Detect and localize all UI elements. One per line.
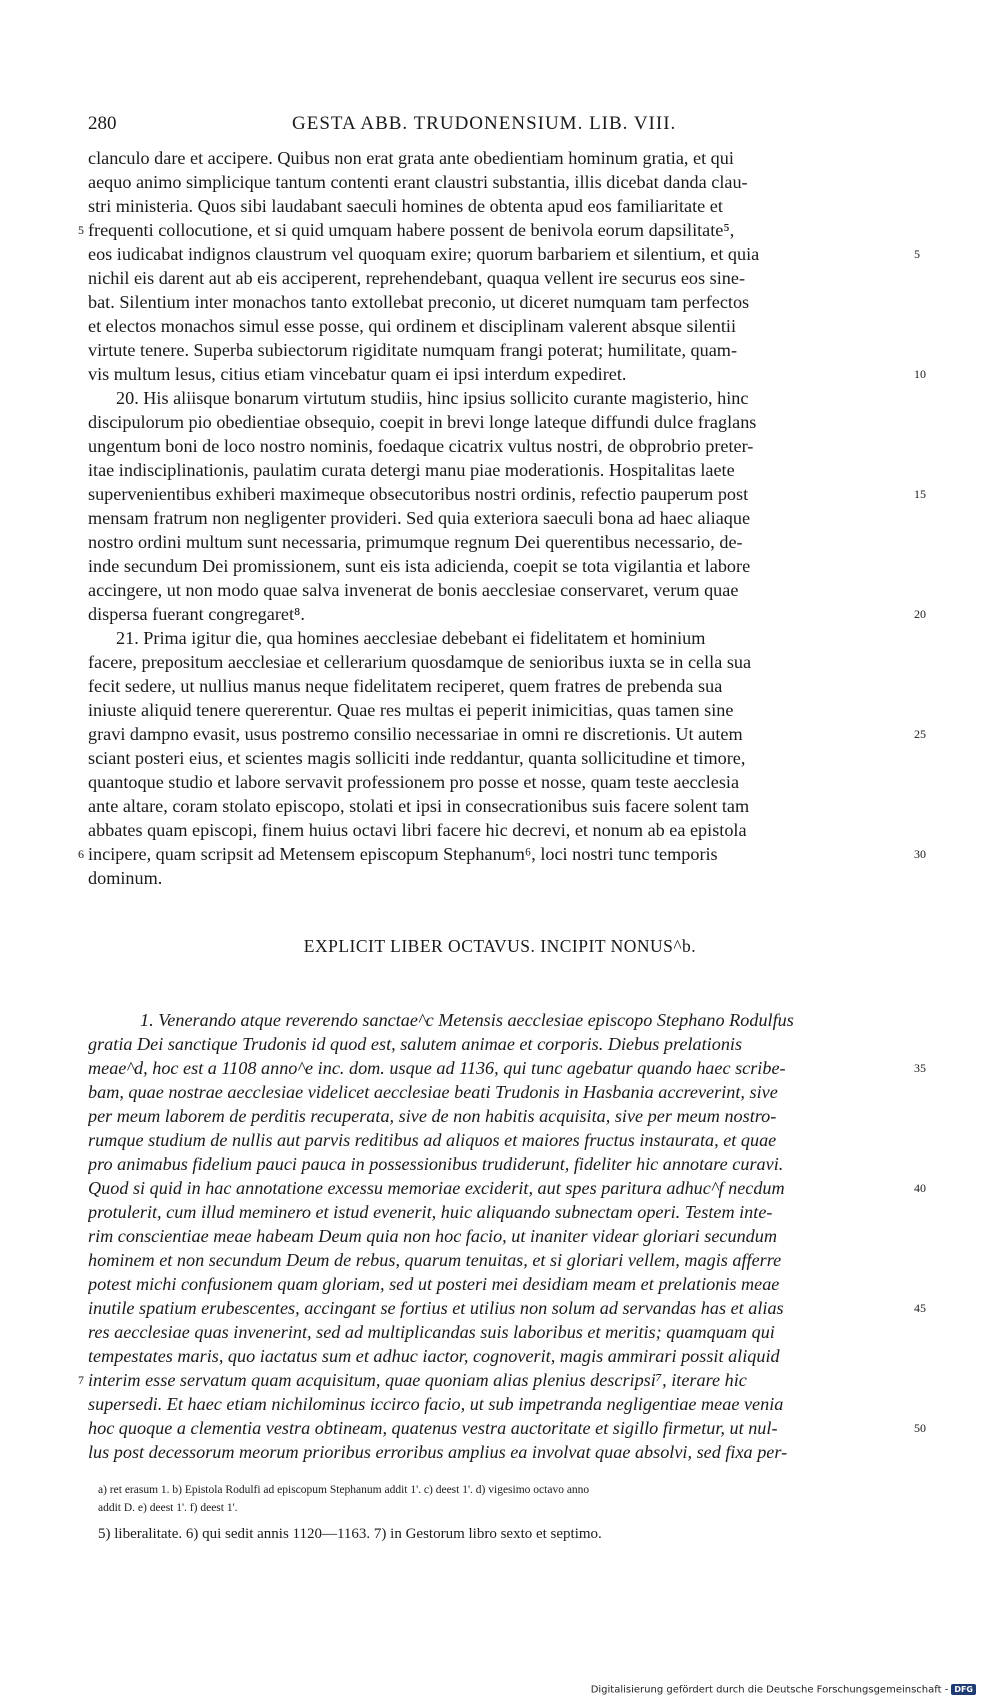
italic-text-line: gratia Dei sanctique Trudonis id quod est, salutem animae et corporis. Diebus prelationis — [88, 1034, 743, 1054]
running-title: GESTA ABB. TRUDONENSIUM. LIB. VIII. — [292, 113, 677, 134]
text-line: bat. Silentium inter monachos tanto extollebat preconio, ut diceret numquam tam perfectos — [88, 292, 750, 312]
text-line: frequenti collocutione, et si quid umquam habere possent de benivola eorum dapsilitate⁵, — [88, 220, 735, 240]
text-line: ante altare, coram stolato episcopo, stolati et ipsi in consecrationibus suis facere solent tam — [88, 796, 750, 816]
text-line: dispersa fuerant congregaret⁸. — [88, 604, 305, 624]
text-line: sciant posteri eius, et scientes magis solliciti inde reddantur, quanta sollicitudine et timore, — [88, 748, 746, 768]
margin-line-number: 40 — [914, 1181, 926, 1195]
text-line: et electos monachos simul esse posse, qui ordinem et disciplinam valerent absque silentii — [88, 316, 737, 336]
text-line: mensam fratrum non negligenter provideri. Sed quia exteriora saeculi bona ad haec aliaque — [88, 508, 751, 528]
italic-text-line: pro animabus fidelium pauci pauca in possessionibus trudiderunt, fideliter hic annotare curavi. — [88, 1154, 784, 1174]
text-line: inde secundum Dei promissionem, sunt eis ista adicienda, coepit se tota vigilantia et labore — [88, 556, 751, 576]
footnote-numeric: 5) liberalitate. 6) qui sedit annis 1120—1163. 7) in Gestorum libro sexto et septimo. — [98, 1526, 602, 1542]
footnote-line: a) ret erasum 1. b) Epistola Rodulfi ad episcopum Stephanum addit 1'. c) deest 1'. d) vigesimo octavo anno — [98, 1484, 590, 1496]
digitization-credit — [591, 1684, 976, 1696]
text-line: vis multum lesus, citius etiam vincebatur quam ei ipsi interdum expediret. — [88, 364, 627, 384]
text-line: virtute tenere. Superba subiectorum rigiditate numquam frangi poterat; humilitate, quam- — [88, 340, 737, 360]
text-line: ungentum boni de loco nostro nominis, foedaque cicatrix vultus nostri, de obprobrio preter- — [88, 436, 754, 456]
margin-note-ref: 7 — [78, 1373, 84, 1387]
credit-text: Digitalisierung gefördert durch die Deutsche Forschungsgemeinschaft - — [590, 1684, 949, 1696]
margin-line-number: 5 — [914, 247, 920, 261]
margin-line-number: 50 — [914, 1421, 926, 1435]
text-line: gravi dampno evasit, usus postremo consilio necessariae in omni re discretionis. Ut autem — [88, 724, 743, 744]
text-line: accingere, ut non modo quae salva invenerat de bonis aecclesiae conservaret, verum quae — [88, 580, 739, 600]
margin-line-number: 20 — [914, 607, 926, 621]
text-line: 20. His aliisque bonarum virtutum studiis, hinc ipsius sollicito curante magisterio, hinc — [116, 388, 749, 408]
italic-text-line: supersedi. Et haec etiam nichilominus iccirco facio, ut sub impetranda negligentiae meae venia — [88, 1394, 784, 1414]
margin-line-number: 45 — [914, 1301, 926, 1315]
margin-line-number: 30 — [914, 847, 926, 861]
text-line: nostro ordini multum sunt necessaria, primumque regnum Dei querentibus necessario, de- — [88, 532, 743, 552]
section-heading: EXPLICIT LIBER OCTAVUS. INCIPIT NONUS^b. — [303, 936, 697, 956]
italic-text-line: lus post decessorum meorum prioribus erroribus amplius ea involvat quae absolvi, sed fixa per- — [88, 1442, 788, 1462]
italic-text-line: meae^d, hoc est a 1108 anno^e inc. dom. usque ad 1136, qui tunc agebatur quando haec scribe- — [88, 1058, 786, 1078]
text-line: discipulorum pio obedientiae obsequio, coepit in brevi longe lateque diffundi dulce fraglans — [88, 412, 757, 432]
text-line: eos iudicabat indignos claustrum vel quoquam exire; quorum barbariem et silentium, et quia — [88, 244, 760, 264]
text-line: abbates quam episcopi, finem huius octavi libri facere hic decrevi, et nonum ab ea epistola — [88, 820, 747, 840]
italic-text-line: per meum laborem de perditis recuperata, sive de non habitis acquisita, sive per meum nostro- — [88, 1106, 777, 1126]
text-line: fecit sedere, ut nullius manus neque fidelitatem reciperet, quem fratres de prebenda sua — [88, 676, 723, 696]
text-line: supervenientibus exhiberi maximeque obsecutoribus nostri ordinis, refectio pauperum post — [88, 484, 749, 504]
text-line: clanculo dare et accipere. Quibus non erat grata ante obedientiam hominum gratia, et qui — [88, 148, 734, 168]
italic-text-line: potest michi confusionem quam gloriam, sed ut posteri mei desidiam meam et prelationis meae — [88, 1274, 780, 1294]
dfg-logo: DFG — [951, 1684, 976, 1695]
italic-text-line: hominem et non secundum Deum de rebus, quarum tenuitas, et si gloriari vellem, magis afferre — [88, 1250, 782, 1270]
italic-text-line: rim conscientiae meae habeam Deum quia non hoc facio, ut inaniter videar gloriari secundum — [88, 1226, 777, 1246]
italic-text-line: 1. Venerando atque reverendo sanctae^c Metensis aecclesiae episcopo Stephano Rodulfus — [140, 1010, 794, 1030]
italic-text-line: inutile spatium erubescentes, accingant se fortius et utilius non solum ad servandas has et alias — [88, 1298, 784, 1318]
italic-text-line: bam, quae nostrae aecclesiae videlicet aecclesiae beati Trudonis in Hasbania accreverint, sive — [88, 1082, 778, 1102]
italic-text-line: tempestates maris, quo iactatus sum et adhuc iactor, cognoverit, magis ammirari possit aliquid — [88, 1346, 780, 1366]
margin-line-number: 10 — [914, 367, 926, 381]
margin-line-number: 35 — [914, 1061, 926, 1075]
text-line: itae indisciplinationis, paulatim curata detergi manu piae moderationis. Hospitalitas laete — [88, 460, 735, 480]
margin-line-number: 25 — [914, 727, 926, 741]
text-line: aequo animo simplicique tantum contenti erant claustri substantia, illis dicebat danda clau- — [88, 172, 748, 192]
italic-text-line: protulerit, cum illud meminero et istud evenerit, huic aliquando subnectam operi. Testem inte- — [88, 1202, 773, 1222]
page-number: 280 — [88, 113, 117, 134]
text-line: stri ministeria. Quos sibi laudabant saeculi homines de obtenta apud eos familiaritate et — [88, 196, 723, 216]
footnote-line: addit D. e) deest 1'. f) deest 1'. — [98, 1502, 238, 1514]
text-line: nichil eis darent aut ab eis acciperent, reprehendebant, quaqua vellent ire securus eos sine- — [88, 268, 745, 288]
italic-text-line: res aecclesiae quas invenerint, sed ad multiplicandas suis laboribus et meritis; quamquam qui — [88, 1322, 775, 1342]
text-line: 21. Prima igitur die, qua homines aecclesiae debebant ei fidelitatem et hominium — [116, 628, 706, 648]
margin-note-ref: 5 — [78, 223, 84, 237]
italic-text-line: Quod si quid in hac annotatione excessu memoriae exciderit, aut spes paritura adhuc^f necdum — [88, 1178, 785, 1198]
text-line: incipere, quam scripsit ad Metensem episcopum Stephanum⁶, loci nostri tunc temporis — [88, 844, 718, 864]
text-line: quantoque studio et labore servavit professionem pro posse et nosse, quam teste aecclesia — [88, 772, 740, 792]
text-line: facere, prepositum aecclesiae et cellerarium quosdamque de senioribus iuxta se in cella sua — [88, 652, 752, 672]
margin-line-number: 15 — [914, 487, 926, 501]
text-line: iniuste aliquid tenere quererentur. Quae res multas ei peperit inimicitias, quas tamen sine — [88, 700, 734, 720]
italic-text-line: hoc quoque a clementia vestra obtineam, quatenus vestra auctoritate et sigillo firmetur, ut nul- — [88, 1418, 778, 1438]
italic-text-line: interim esse servatum quam acquisitum, quae quoniam alias plenius descripsi⁷, iterare hic — [88, 1370, 747, 1390]
italic-text-line: rumque studium de nullis aut parvis reditibus ad aliquos et maiores fructus instaurata, et quae — [88, 1130, 777, 1150]
text-line: dominum. — [88, 868, 163, 888]
margin-note-ref: 6 — [78, 847, 84, 861]
